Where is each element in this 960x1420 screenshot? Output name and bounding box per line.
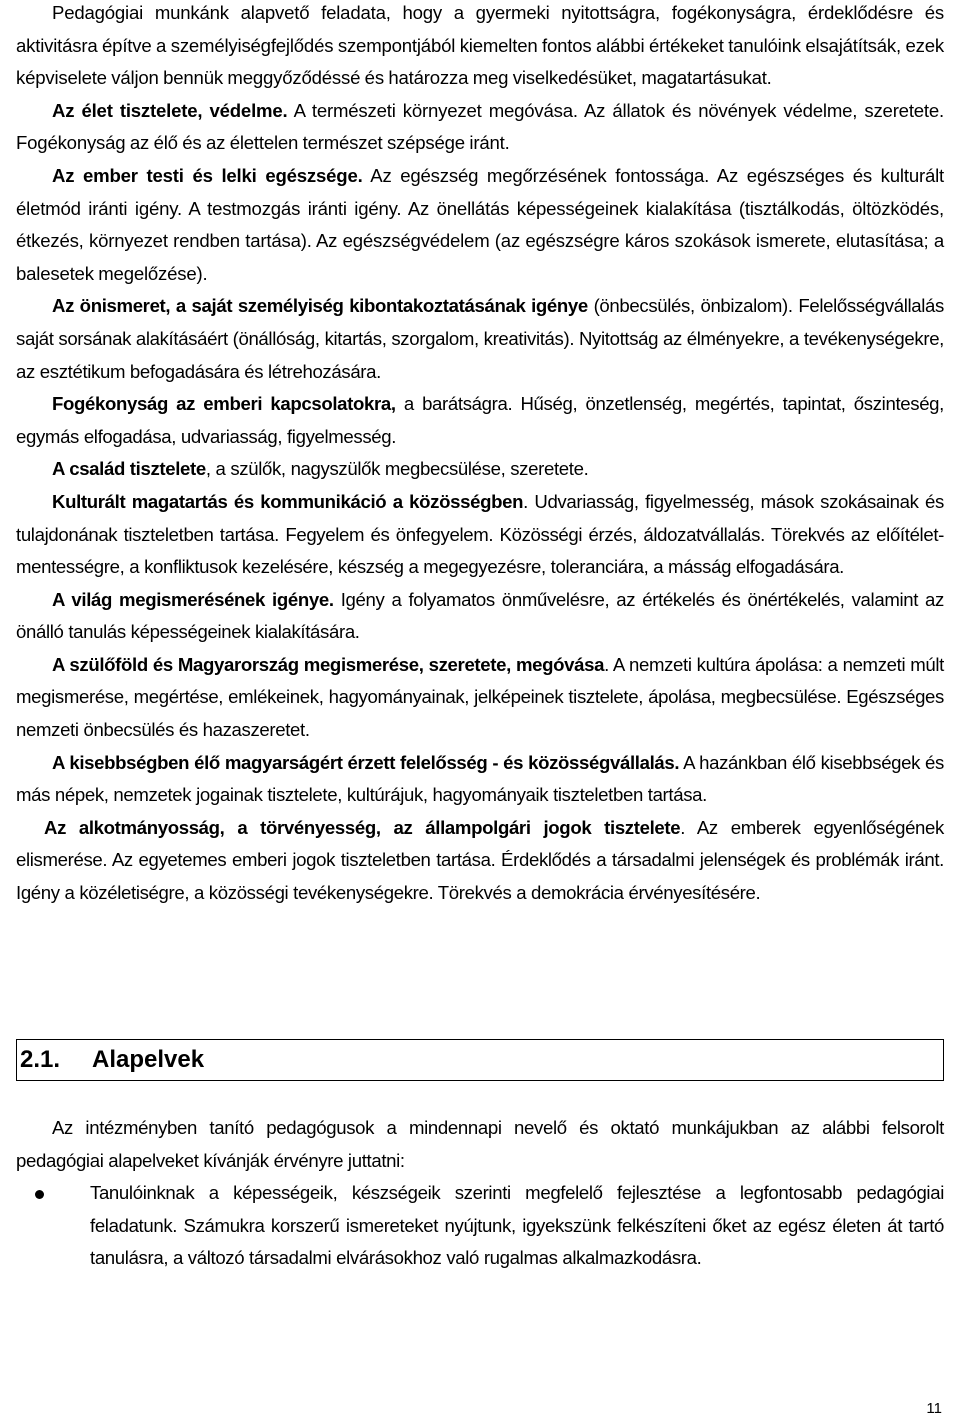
bullet-icon — [35, 1190, 44, 1199]
principles-list — [16, 1177, 944, 1275]
section-intro-paragraph — [16, 1112, 944, 1177]
value-paragraph-constitution — [16, 812, 944, 910]
paragraph-text: A természeti környezet megóvása. Az állatok és növények védelme, szeretete. Fogékonyság az élő és az élettelen természet szépsége iránt. — [16, 99, 945, 154]
value-paragraph-minority — [16, 747, 944, 812]
section-title: Alapelvek — [92, 1046, 205, 1073]
paragraph-text: (önbecsülés, önbizalom). Felelősségvállalás saját sorsának alakításáért (önállóság, kitartás, szorgalom, kreativitás). Nyitottság az élményekre, a tevékenységekre, az esztétikum befogadására és létrehozására. — [16, 295, 944, 382]
value-paragraph-family — [16, 453, 944, 486]
list-item-text: Tanulóinknak a képességeik, készségeik szerinti megfelelő fejlesztése a legfontosabb pedagógiai feladatunk. Számukra korszerű ismereteket nyújtunk, igyekszünk felkészíteni őket az egész életen át tartó tanulásra, a változó társadalmi elvárásokhoz való rugalmas alkalmazkodásra. — [90, 1182, 944, 1269]
paragraph-bold: Az élet tisztelete, védelme. — [52, 99, 288, 121]
paragraph-bold: Kulturált magatartás és kommunikáció a közösségben — [52, 490, 524, 512]
paragraph-text: . A nemzeti kultúra ápolása: a nemzeti múlt megismerése, megértése, emlékeinek, hagyományainak, jelképeinek tisztelete, ápolása, megbecsülése. Egészséges nemzeti önbecsülés és hazaszeretet. — [16, 653, 944, 741]
value-paragraph-world — [16, 584, 944, 649]
paragraph-bold: A kisebbségben élő magyarságért érzett felelősség - és közösségvállalás. — [52, 751, 680, 773]
paragraph-bold: A világ megismerésének igénye. — [52, 588, 334, 610]
paragraph-text: A hazánkban élő kisebbségek és más népek, nemzetek jogainak tisztelete, kultúrájuk, hagyományaik tiszteletben tartása. — [16, 751, 944, 806]
value-paragraph-life — [16, 95, 944, 160]
page-number: 11 — [926, 1400, 942, 1417]
value-paragraph-homeland — [16, 649, 944, 747]
paragraph-text: , a szülők, nagyszülők megbecsülése, szeretete. — [205, 458, 589, 480]
paragraph-text: Az intézményben tanító pedagógusok a mindennapi nevelő és oktató munkájukban az alábbi felsorolt pedagógiai alapelveket kívánják érvényre juttatni: — [16, 1117, 944, 1171]
paragraph-bold: Az önismeret, a saját személyiség kibontakoztatásának igénye — [52, 295, 588, 317]
list-item — [16, 1177, 944, 1275]
paragraph-bold: Fogékonyság az emberi kapcsolatokra, — [52, 393, 396, 415]
document-page — [16, 0, 945, 1269]
section-heading — [16, 1039, 944, 1081]
section-body — [16, 1112, 944, 1275]
section-number: 2.1. — [20, 1046, 61, 1073]
intro-paragraph — [16, 0, 944, 95]
paragraph-bold: A szülőföld és Magyarország megismerése, szeretete, megóvása — [52, 653, 605, 675]
paragraph-text: a barátságra. Hűség, önzetlenség, megértés, tapintat, őszinteség, egymás elfogadása, udvariasság, figyelmesség. — [16, 393, 944, 447]
value-paragraph-community — [16, 486, 944, 584]
paragraph-bold: Az alkotmányosság, a törvényesség, az állampolgári jogok tisztelete — [44, 816, 681, 838]
paragraph-bold: Az ember testi és lelki egészsége. — [52, 164, 363, 186]
paragraph-text: Igény a folyamatos önművelésre, az értékelés és önértékelés, valamint az önálló tanulás képességeinek kialakítására. — [16, 588, 944, 643]
paragraph-text: Az egészség megőrzésének fontossága. Az egészséges és kulturált életmód iránti igény. A testmozgás iránti igény. Az önellátás képességeinek kialakítása (tisztálkodás, öltözködés, étkezés, környezet rendben tartása). Az egészségvédelem (az egészségre káros szokások ismerete, elutasítása; a balesetek megelőzése). — [16, 164, 944, 284]
value-paragraph-relationships — [16, 388, 944, 453]
paragraph-text: . Udvariasság, figyelmesség, mások szokásainak és tulajdonának tiszteletben tartása. Fegyelem és önfegyelem. Közösségi érzés, áldozatvállalás. Törekvés az előítélet-mentességre, a konfliktusok kezelésére, készség a megegyezésre, toleranciára, a másság elfogadására. — [16, 490, 944, 578]
value-paragraph-health — [16, 160, 944, 290]
value-paragraph-self-knowledge — [16, 290, 944, 388]
paragraph-text: . Az emberek egyenlőségének elismerése. Az egyetemes emberi jogok tiszteletben tartása. Érdeklődés a társadalmi jelenségek és problémák iránt. Igény a közéletiségre, a közösségi tevékenységekre. Törekvés a demokrácia érvényesítésére. — [16, 816, 944, 904]
paragraph-text: Pedagógiai munkánk alapvető feladata, hogy a gyermeki nyitottságra, fogékonyságra, érdeklődésre és aktivitásra építve a személyiségfejlődés szempontjából kiemelten fontos alábbi értékeket tanulóink elsajátítsák, ezek képviselete váljon bennük meggyőződéssé és határozza meg viselkedésüket, magatartásukat. — [16, 2, 944, 89]
paragraph-bold: A család tisztelete — [52, 458, 206, 480]
